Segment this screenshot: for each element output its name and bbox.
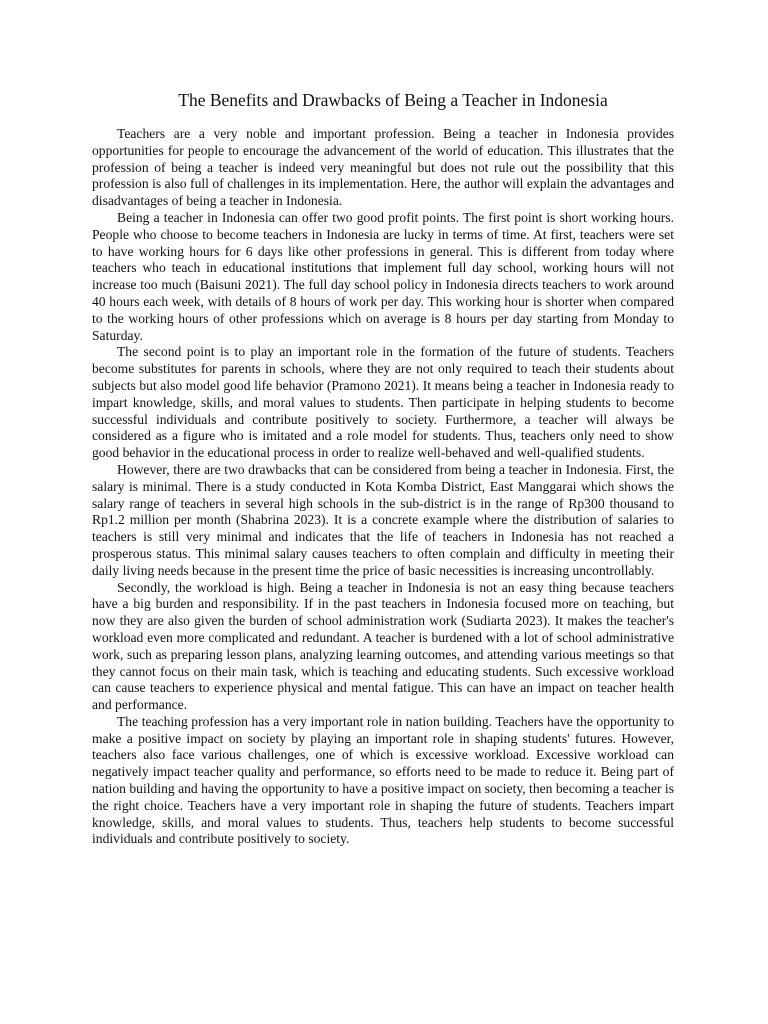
document-body xyxy=(92,126,674,848)
paragraph-workload: Secondly, the workload is high. Being a teacher in Indonesia is not an easy thing because teachers have a big burden and responsibility. If in the past teachers in Indonesia focused more on teaching, but now they are also given the burden of school administration work (Sudiarta 2023). It makes the teacher's workload even more complicated and redundant. A teacher is burdened with a lot of school administrative work, such as preparing lesson plans, analyzing learning outcomes, and attending various meetings so that they cannot focus on their main task, which is teaching and educating students. Such excessive workload can cause teachers to experience physical and mental fatigue. This can have an impact on teacher health and performance. xyxy=(92,579,674,713)
paragraph-conclusion: The teaching profession has a very important role in nation building. Teachers have the opportunity to make a positive impact on society by playing an important role in shaping students' futures. However, teachers also face various challenges, one of which is excessive workload. Excessive workload can negatively impact teacher quality and performance, so efforts need to be made to reduce it. Being part of nation building and having the opportunity to have a positive impact on society, then becoming a teacher is the right choice. Teachers have a very important role in shaping the future of students. Teachers impart knowledge, skills, and moral values to students. Thus, teachers help students to become successful individuals and contribute positively to society. xyxy=(92,713,674,847)
paragraph-introduction: Teachers are a very noble and important profession. Being a teacher in Indonesia provides opportunities for people to encourage the advancement of the world of education. This illustrates that the profession of being a teacher is indeed very meaningful but does not rule out the possibility that this profession is also full of challenges in its implementation. Here, the author will explain the advantages and disadvantages of being a teacher in Indonesia. xyxy=(92,126,674,209)
paragraph-role-model: The second point is to play an important role in the formation of the future of students. Teachers become substitutes for parents in schools, where they are not only required to teach their students about subjects but also model good life behavior (Pramono 2021). It means being a teacher in Indonesia ready to impart knowledge, skills, and moral values to students. Then participate in helping students to become successful individuals and contribute positively to society. Furthermore, a teacher will always be considered as a figure who is imitated and a role model for students. Thus, teachers only need to show good behavior in the educational process in order to realize well-behaved and well-qualified students. xyxy=(92,344,674,461)
document-title: The Benefits and Drawbacks of Being a Teacher in Indonesia xyxy=(178,90,608,110)
paragraph-salary: However, there are two drawbacks that can be considered from being a teacher in Indonesia. First, the salary is minimal. There is a study conducted in Kota Komba District, East Manggarai which shows the salary range of teachers in several high schools in the sub-district is in the range of Rp300 thousand to Rp1.2 million per month (Shabrina 2023). It is a concrete example where the distribution of salaries to teachers is still very minimal and indicates that the life of teachers in Indonesia has not reached a prosperous status. This minimal salary causes teachers to often complain and difficulty in meeting their daily living needs because in the present time the price of basic necessities is increasing uncontrollably. xyxy=(92,461,674,578)
paragraph-working-hours: Being a teacher in Indonesia can offer two good profit points. The first point is short working hours. People who choose to become teachers in Indonesia are lucky in terms of time. At first, teachers were set to have working hours for 6 days like other professions in general. This is different from today where teachers who teach in educational institutions that implement full day school, working hours will not increase too much (Baisuni 2021). The full day school policy in Indonesia directs teachers to work around 40 hours each week, with details of 8 hours of work per day. This working hour is shorter when compared to the working hours of other professions which on average is 8 hours per day starting from Monday to Saturday. xyxy=(92,209,674,343)
